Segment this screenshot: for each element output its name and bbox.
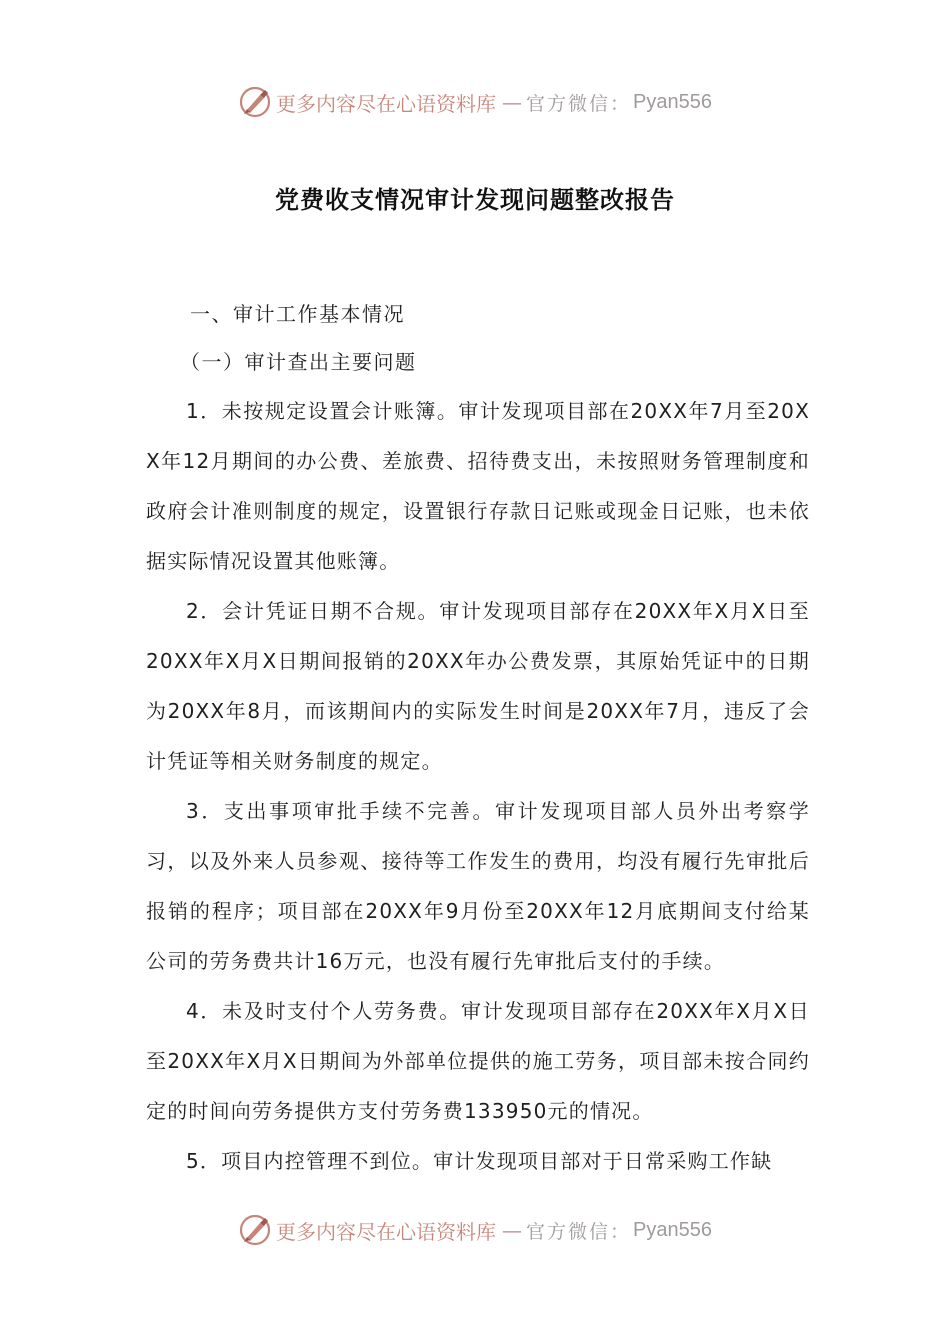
watermark-label: 官方微信： [526, 92, 632, 115]
document-body [146, 290, 810, 1186]
paragraph-2: 2．会计凭证日期不合规。审计发现项目部存在20XX年X月X日至20XX年X月X日期间报销的20XX年办公费发票，其原始凭证中的日期为20XX年8月，而该期间内的实际发生时间是20XX年7月，违反了会计凭证等相关财务制度的规定。 [146, 599, 810, 773]
watermark-account: Pyan556 [633, 90, 712, 113]
pen-logo-icon [238, 1213, 272, 1247]
paragraph-4: 4．未及时支付个人劳务费。审计发现项目部存在20XX年X月X日至20XX年X月X日期间为外部单位提供的施工劳务，项目部未按合同约定的时间向劳务提供方支付劳务费133950元的情况。 [146, 999, 810, 1123]
pen-logo-icon [238, 85, 272, 119]
watermark-separator: — [502, 1218, 522, 1242]
section-heading: 一、审计工作基本情况 [190, 302, 405, 326]
watermark-brand: 更多内容尽在心语资料库 [276, 91, 496, 116]
subsection-heading: （一）审计查出主要问题 [180, 350, 417, 374]
paragraph-1: 1．未按规定设置会计账簿。审计发现项目部在20XX年7月至20XX年12月期间的办公费、差旅费、招待费支出，未按照财务管理制度和政府会计准则制度的规定，设置银行存款日记账或现金日记账，也未依据实际情况设置其他账簿。 [146, 399, 810, 573]
document-title: 党费收支情况审计发现问题整改报告 [275, 185, 675, 214]
header-watermark [0, 80, 950, 124]
footer-watermark [0, 1208, 950, 1252]
watermark-separator: — [502, 90, 522, 114]
paragraph-5: 5．项目内控管理不到位。审计发现项目部对于日常采购工作缺 [186, 1149, 773, 1173]
watermark-label: 官方微信： [526, 1220, 632, 1243]
paragraph-3: 3．支出事项审批手续不完善。审计发现项目部人员外出考察学习，以及外来人员参观、接待等工作发生的费用，均没有履行先审批后报销的程序；项目部在20XX年9月份至20XX年12月底期间支付给某公司的劳务费共计16万元，也没有履行先审批后支付的手续。 [146, 799, 810, 973]
watermark-account: Pyan556 [633, 1218, 712, 1241]
watermark-brand: 更多内容尽在心语资料库 [276, 1219, 496, 1244]
